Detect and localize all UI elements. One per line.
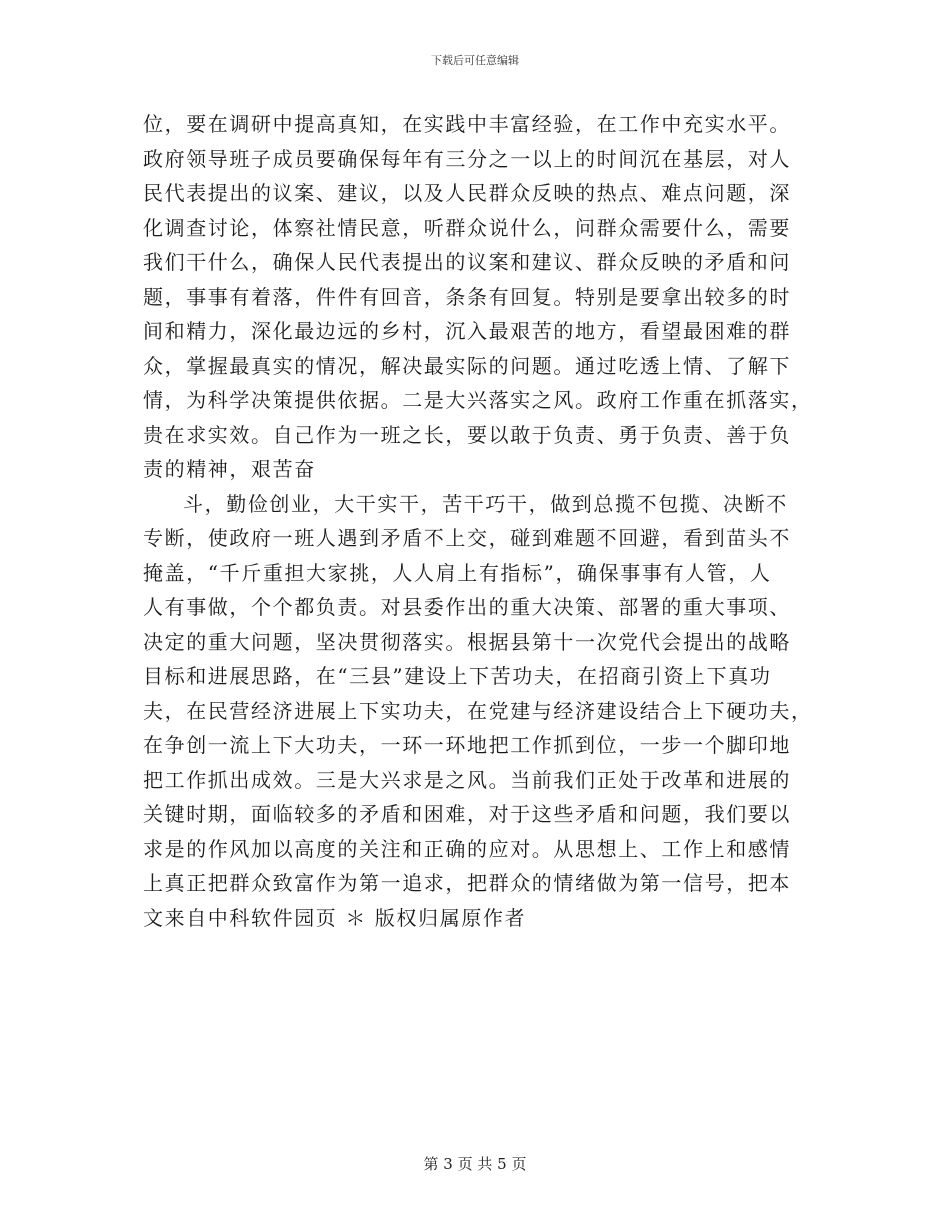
- text-line: 文来自中科软件园页 ＊ 版权归属原作者: [143, 905, 527, 930]
- paragraph-start-line: 斗，勤俭创业，大干实干，苦干巧干，做到总揽不包揽、决断不: [183, 491, 788, 516]
- page-number-footer: 第 3 页 共 5 页: [423, 1155, 527, 1173]
- text-line: 情，为科学决策提供依据。二是大兴落实之风。政府工作重在抓落实，: [143, 388, 813, 412]
- text-line: 众，掌握最真实的情况，解决最实际的问题。通过吃透上情、了解下: [143, 353, 791, 378]
- text-line: 间和精力，深化最边远的乡村，沉入最艰苦的地方，看望最困难的群: [143, 319, 791, 343]
- text-line: 目标和进展思路，在“三县”建设上下苦功夫，在招商引资上下真功: [143, 664, 772, 688]
- text-line: 位，要在调研中提高真知，在实践中丰富经验，在工作中充实水平。: [143, 112, 791, 136]
- text-line: 题，事事有着落，件件有回音，条条有回复。特别是要拿出较多的时: [143, 284, 791, 309]
- text-line: 在争创一流上下大功夫，一环一环地把工作抓到位，一步一个脚印地: [143, 733, 791, 757]
- text-line: 贵在求实效。自己作为一班之长，要以敢于负责、勇于负责、善于负: [143, 422, 791, 447]
- text-line: 求是的作风加以高度的关注和正确的应对。从思想上、工作上和感情: [143, 836, 791, 861]
- text-line: 责的精神，艰苦奋: [143, 457, 316, 481]
- text-line: 决定的重大问题，坚决贯彻落实。根据县第十一次党代会提出的战略: [143, 629, 791, 654]
- text-line: 化调查讨论，体察社情民意，听群众说什么，问群众需要什么，需要: [143, 215, 791, 240]
- text-line: 关键时期，面临较多的矛盾和困难，对于这些矛盾和问题，我们要以: [143, 802, 791, 826]
- page-header: 下载后可任意编辑: [431, 54, 519, 67]
- text-line: 政府领导班子成员要确保每年有三分之一以上的时间沉在基层，对人: [143, 146, 791, 171]
- body-text: [143, 107, 813, 935]
- text-line: 上真正把群众致富作为第一追求，把群众的情绪做为第一信号，把本: [143, 871, 791, 895]
- text-line: 我们干什么，确保人民代表提出的议案和建议、群众反映的矛盾和问: [143, 250, 791, 274]
- text-line: 人有事做，个个都负责。对县委作出的重大决策、部署的重大事项、: [143, 595, 791, 619]
- text-line: 掩盖，“千斤重担大家挑，人人肩上有指标”，确保事事有人管，人: [143, 560, 772, 585]
- text-line: 专断，使政府一班人遇到矛盾不上交，碰到难题不回避，看到苗头不: [143, 526, 791, 550]
- text-line: 民代表提出的议案、建议，以及人民群众反映的热点、难点问题，深: [143, 181, 791, 205]
- text-line: 夫，在民营经济进展上下实功夫，在党建与经济建设结合上下硬功夫，: [143, 698, 813, 723]
- text-line: 把工作抓出成效。三是大兴求是之风。当前我们正处于改革和进展的: [143, 767, 791, 792]
